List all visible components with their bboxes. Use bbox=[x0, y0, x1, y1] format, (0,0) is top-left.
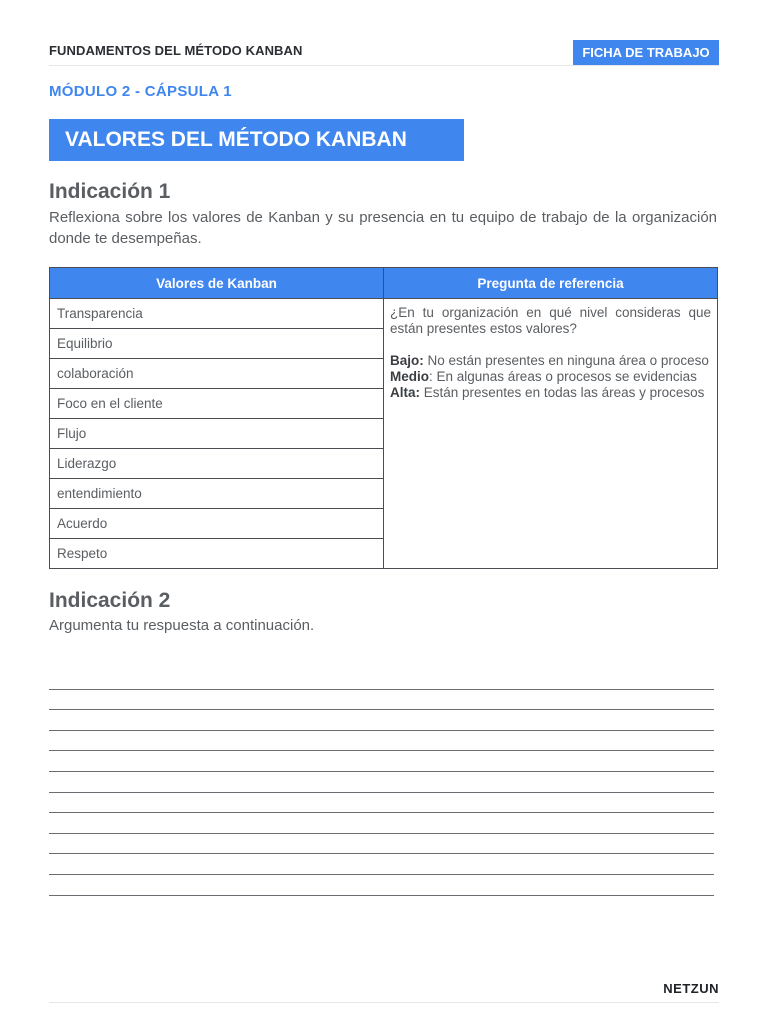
level-text: No están presentes en ninguna área o proceso bbox=[423, 353, 709, 368]
value-cell: Liderazgo bbox=[50, 449, 384, 479]
level-medio bbox=[390, 369, 711, 385]
table-row bbox=[50, 299, 718, 329]
answer-line[interactable] bbox=[49, 793, 714, 814]
value-cell: Acuerdo bbox=[50, 509, 384, 539]
indicacion-2-heading: Indicación 2 bbox=[49, 589, 171, 612]
value-cell: colaboración bbox=[50, 359, 384, 389]
answer-line[interactable] bbox=[49, 813, 714, 834]
answer-line[interactable] bbox=[49, 834, 714, 855]
column-header-reference: Pregunta de referencia bbox=[384, 268, 718, 299]
reference-question: ¿En tu organización en qué nivel consideras que están presentes estos valores? bbox=[390, 305, 711, 336]
answer-line[interactable] bbox=[49, 710, 714, 731]
answer-line[interactable] bbox=[49, 875, 714, 896]
answer-line[interactable] bbox=[49, 854, 714, 875]
answer-line[interactable] bbox=[49, 669, 714, 690]
answer-line[interactable] bbox=[49, 772, 714, 793]
value-cell: entendimiento bbox=[50, 479, 384, 509]
indicacion-2-text: Argumenta tu respuesta a continuación. bbox=[49, 617, 315, 634]
indicacion-1-text: Reflexiona sobre los valores de Kanban y su presencia en tu equipo de trabajo de la organización donde te desempeñas. bbox=[49, 209, 717, 247]
module-label: MÓDULO 2 - CÁPSULA 1 bbox=[49, 83, 232, 100]
level-bajo bbox=[390, 353, 711, 369]
level-text: : En algunas áreas o procesos se evidencias bbox=[429, 369, 697, 384]
page-title: VALORES DEL MÉTODO KANBAN bbox=[49, 119, 464, 161]
netzun-logo: NETZUN bbox=[663, 981, 719, 996]
level-label: Alta: bbox=[390, 385, 420, 400]
value-cell: Flujo bbox=[50, 419, 384, 449]
answer-lines[interactable] bbox=[49, 669, 714, 896]
footer-divider bbox=[49, 1002, 719, 1003]
level-label: Bajo: bbox=[390, 353, 424, 368]
values-table bbox=[49, 267, 718, 569]
table-header-row bbox=[50, 268, 718, 299]
page-header bbox=[49, 40, 719, 66]
document-title: FUNDAMENTOS DEL MÉTODO KANBAN bbox=[49, 43, 303, 58]
level-text: Están presentes en todas las áreas y procesos bbox=[420, 385, 705, 400]
value-cell: Foco en el cliente bbox=[50, 389, 384, 419]
value-cell: Respeto bbox=[50, 539, 384, 569]
indicacion-1-heading: Indicación 1 bbox=[49, 180, 171, 203]
answer-line[interactable] bbox=[49, 731, 714, 752]
document-type-badge: FICHA DE TRABAJO bbox=[573, 40, 719, 65]
level-alta bbox=[390, 385, 711, 401]
reference-question-cell bbox=[384, 299, 718, 569]
level-label: Medio bbox=[390, 369, 429, 384]
value-cell: Equilibrio bbox=[50, 329, 384, 359]
answer-line[interactable] bbox=[49, 751, 714, 772]
column-header-values: Valores de Kanban bbox=[50, 268, 384, 299]
answer-line[interactable] bbox=[49, 690, 714, 711]
value-cell: Transparencia bbox=[50, 299, 384, 329]
